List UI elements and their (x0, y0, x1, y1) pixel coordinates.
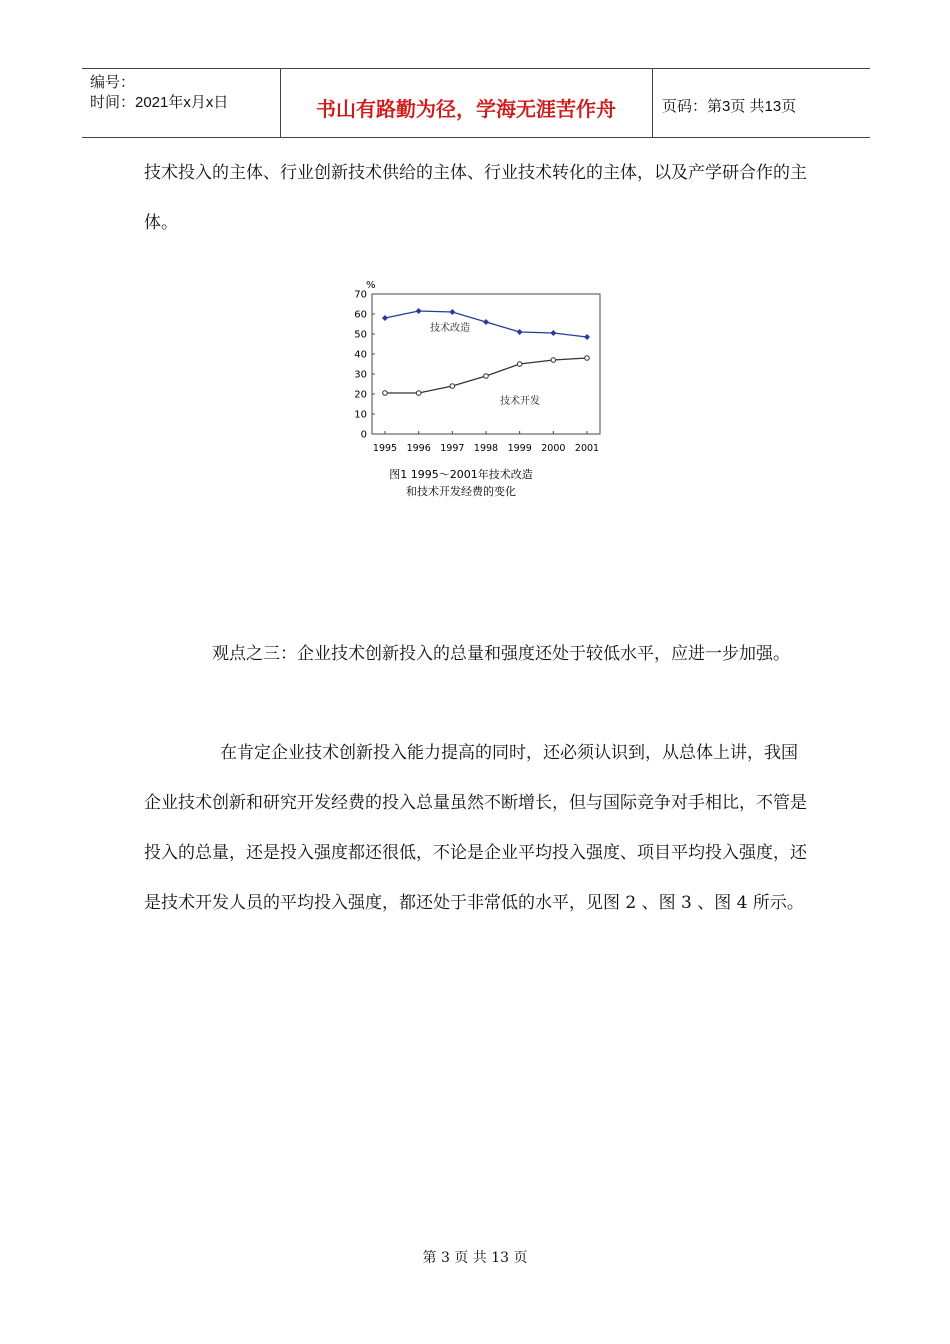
paragraph-3: 在肯定企业技术创新投入能力提高的同时，还必须认识到，从总体上讲，我国企业技术创新和研究开发经费的投入总量虽然不断增长，但与国际竞争对手相比，不管是投入的总量，还是投入强度都还很低，不论是企业平均投入强度、项目平均投入强度，还是技术开发人员的平均投入强度，都还处于非常低的水平，见图 2 、图 3 、图 4 所示。 (144, 743, 807, 913)
y-axis-unit: % (366, 280, 376, 291)
data-point-2 (551, 358, 556, 363)
page-header (82, 68, 870, 138)
series-label-1: 技术改造 (430, 323, 470, 334)
data-point-1 (449, 309, 455, 315)
series-label-2: 技术开发 (500, 396, 540, 407)
x-tick-label: 1998 (473, 443, 499, 454)
data-point-1 (584, 334, 590, 340)
y-tick-label: 40 (354, 349, 367, 361)
x-tick-label: 1999 (507, 443, 532, 454)
header-meta-cell (82, 69, 281, 137)
figure-1-chart (346, 276, 616, 512)
data-point-2 (484, 374, 489, 379)
x-tick-label: 1996 (406, 443, 431, 454)
y-tick-label: 60 (354, 309, 367, 321)
data-point-2 (450, 384, 455, 389)
y-tick-label: 30 (354, 369, 367, 381)
data-point-2 (585, 356, 590, 361)
header-motto-cell (280, 69, 653, 137)
line-chart (346, 276, 616, 512)
motto: 书山有路勤为径，学海无涯苦作舟 (316, 99, 616, 121)
plot-area-frame (372, 294, 600, 434)
data-point-2 (383, 391, 388, 396)
paragraph-2: 观点之三：企业技术创新投入的总量和强度还处于较低水平，应进一步加强。 (212, 644, 790, 664)
page-footer: 第 3 页 共 13 页 (422, 1250, 528, 1266)
data-point-1 (382, 315, 388, 321)
x-tick-label: 1995 (372, 443, 398, 454)
x-tick-label: 1997 (440, 443, 465, 454)
y-tick-label: 10 (354, 409, 367, 421)
paragraph-1: 技术投入的主体、行业创新技术供给的主体、行业技术转化的主体，以及产学研合作的主体。 (144, 163, 807, 233)
data-point-1 (517, 329, 523, 335)
time-label: 时间：2021年x月x日 (90, 94, 229, 111)
chart-caption-line1: 图1 1995～2001年技术改造 (389, 468, 533, 481)
x-tick-label: 2001 (574, 443, 600, 454)
y-tick-label: 50 (354, 329, 367, 341)
page-info: 页码：第3页 共13页 (662, 98, 797, 115)
data-point-1 (483, 319, 489, 325)
y-tick-label: 0 (360, 429, 367, 441)
x-tick-label: 2000 (541, 443, 566, 454)
data-point-2 (517, 362, 522, 367)
y-tick-label: 70 (354, 289, 367, 301)
data-point-1 (550, 330, 556, 336)
data-point-1 (416, 308, 422, 314)
chart-caption-line2: 和技术开发经费的变化 (406, 485, 516, 498)
data-point-2 (416, 391, 421, 396)
y-tick-label: 20 (354, 389, 367, 401)
header-page-cell (652, 69, 870, 137)
number-label: 编号： (90, 74, 136, 91)
